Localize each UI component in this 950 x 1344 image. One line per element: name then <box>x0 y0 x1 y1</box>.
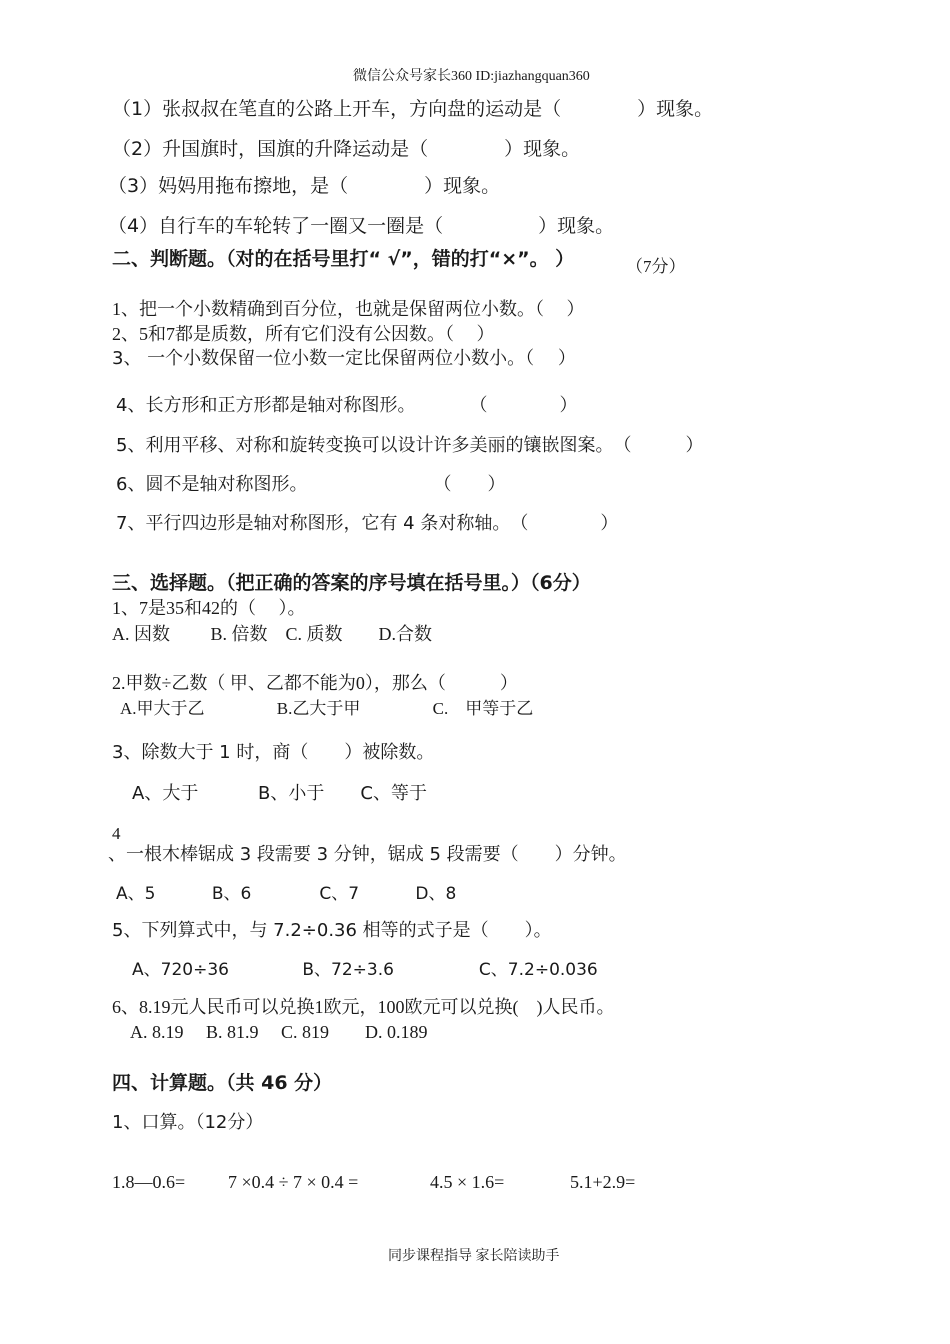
judge-item-2: 2、5和7都是质数，所有它们没有公因数。（ ） <box>112 324 495 344</box>
calc-expression: 4.5 × 1.6= <box>430 1172 505 1192</box>
choice-section-title: 三、选择题。（把正确的答案的序号填在括号里。）（6分） <box>112 572 591 594</box>
choice-q6: 6、8.19元人民币可以兑换1欧元，100欧元可以兑换( )人民币。 <box>112 997 615 1017</box>
judge-section-score: （7分） <box>626 257 686 276</box>
choice-q2: 2.甲数÷乙数（ 甲、乙都不能为0），那么（ ） <box>112 673 518 693</box>
choice-q4-options: A、5 B、6 C、7 D、8 <box>116 884 457 904</box>
calc-expression: 7 ×0.4 ÷ 7 × 0.4 = <box>228 1172 359 1192</box>
choice-q4: 、一根木棒锯成 3 段需要 3 分钟，锯成 5 段需要（ ）分钟。 <box>108 844 627 865</box>
judge-section-title: 二、判断题。（对的在括号里打“ √”，错的打“×”。 ） <box>112 248 575 270</box>
choice-q5-options: A、720÷36 B、72÷3.6 C、7.2÷0.036 <box>132 960 598 980</box>
calc-section-title: 四、计算题。（共 46 分） <box>112 1072 333 1094</box>
fill-item-1: （1）张叔叔在笔直的公路上开车，方向盘的运动是（ ）现象。 <box>112 98 714 120</box>
page-footer: 同步课程指导 家长陪读助手 <box>388 1249 560 1264</box>
calc-expression: 1.8—0.6= <box>112 1172 186 1192</box>
choice-q3: 3、除数大于 1 时，商（ ）被除数。 <box>112 742 435 763</box>
judge-item-1: 1、把一个小数精确到百分位，也就是保留两位小数。（ ） <box>112 299 585 319</box>
choice-q4-number: 4 <box>112 824 121 843</box>
judge-item-6: 6、圆不是轴对称图形。 （ ） <box>116 474 506 495</box>
choice-q1: 1、7是35和42的（ ）。 <box>112 598 306 618</box>
judge-item-7: 7、平行四边形是轴对称图形，它有 4 条对称轴。 （ ） <box>116 513 619 534</box>
choice-q3-options: A、大于 B、小于 C、等于 <box>132 783 427 804</box>
fill-item-4: （4）自行车的车轮转了一圈又一圈是（ ）现象。 <box>108 215 615 237</box>
judge-item-5: 5、利用平移、对称和旋转变换可以设计许多美丽的镶嵌图案。 （ ） <box>116 435 704 456</box>
judge-item-3: 3、 一个小数保留一位小数一定比保留两位小数小。（ ） <box>112 348 576 369</box>
calc-sub1-title: 1、口算。（12分） <box>112 1112 264 1133</box>
choice-q1-options: A. 因数 B. 倍数 C. 质数 D.合数 <box>112 624 433 644</box>
fill-item-2: （2）升国旗时，国旗的升降运动是（ ）现象。 <box>112 138 581 160</box>
fill-item-3: （3）妈妈用拖布擦地，是（ ）现象。 <box>108 175 501 197</box>
calc-expression: 5.1+2.9= <box>570 1172 636 1192</box>
page-header: 微信公众号家长360 ID:jiazhangquan360 <box>353 69 590 84</box>
choice-q2-options: A.甲大于乙 B.乙大于甲 C. 甲等于乙 <box>120 699 534 718</box>
judge-item-4: 4、长方形和正方形都是轴对称图形。 （ ） <box>116 395 578 416</box>
choice-q5: 5、下列算式中，与 7.2÷0.36 相等的式子是（ ）。 <box>112 920 552 941</box>
choice-q6-options: A. 8.19 B. 81.9 C. 819 D. 0.189 <box>130 1022 428 1042</box>
